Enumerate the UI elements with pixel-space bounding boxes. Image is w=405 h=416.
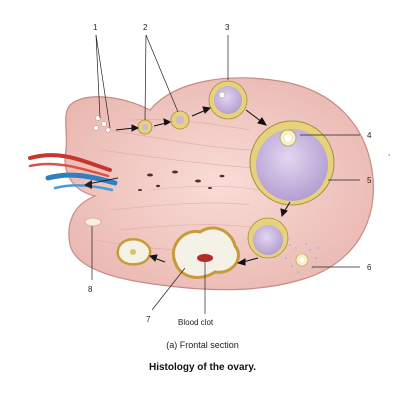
label-6: 6 (367, 263, 372, 272)
label-7: 7 (146, 315, 151, 324)
corpus-albicans (118, 239, 150, 264)
label-4: 4 (367, 131, 372, 140)
blood-clot-label: Blood clot (178, 318, 214, 327)
stray-mark: , (388, 148, 391, 157)
mature-follicle (250, 121, 334, 205)
label-5: 5 (367, 176, 372, 185)
primary-follicle (138, 120, 152, 134)
small-body-8 (85, 218, 101, 226)
label-3: 3 (225, 23, 230, 32)
label-8: 8 (88, 285, 93, 294)
figure-title: Histology of the ovary. (148, 362, 257, 373)
subcaption: (a) Frontal section (166, 340, 239, 350)
tertiary-follicle (209, 81, 247, 119)
label-2: 2 (143, 23, 148, 32)
label-1: 1 (93, 23, 98, 32)
secondary-follicle (171, 111, 189, 129)
